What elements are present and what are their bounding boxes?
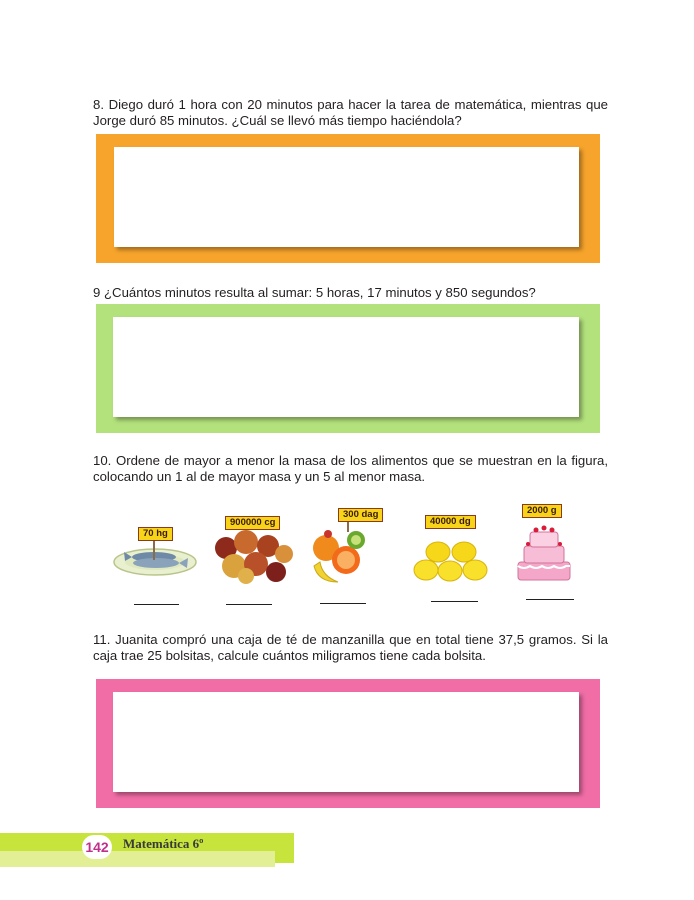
answer-blank-2[interactable] xyxy=(226,604,272,605)
food-label-4: 40000 dg xyxy=(425,515,476,529)
question-11-text: 11. Juanita compró una caja de té de manzanilla que en total tiene 37,5 gramos. Si la caja trae 25 bolsitas, calcule cuántos miligramos tiene cada bolsita. xyxy=(93,632,608,663)
answer-blank-1[interactable] xyxy=(134,604,179,605)
answer-box-q9 xyxy=(96,304,600,433)
answer-area-q11[interactable] xyxy=(113,692,579,792)
food-label-1: 70 hg xyxy=(138,527,173,541)
answer-blank-3[interactable] xyxy=(320,603,366,604)
food-label-2: 900000 cg xyxy=(225,516,280,530)
answer-blank-4[interactable] xyxy=(431,601,478,602)
sign-post xyxy=(153,538,155,560)
food-label-3: 300 dag xyxy=(338,508,383,522)
answer-box-q8 xyxy=(96,134,600,263)
fish-plate-icon xyxy=(112,538,198,578)
meat-pieces-icon xyxy=(210,528,296,584)
question-10-text: 10. Ordene de mayor a menor la masa de los alimentos que se muestran en la figura, colocando un 1 al de mayor masa y un 5 al menor masa. xyxy=(93,453,608,484)
answer-blank-5[interactable] xyxy=(526,599,574,600)
question-8-text: 8. Diego duró 1 hora con 20 minutos para hacer la tarea de matemática, mientras que Jorge duró 85 minutos. ¿Cuál se llevó más tiempo haciéndola? xyxy=(93,97,608,128)
lemons-icon xyxy=(412,538,494,584)
footer-bar-accent xyxy=(0,851,275,867)
answer-area-q9[interactable] xyxy=(113,317,579,417)
cake-icon xyxy=(514,522,574,584)
answer-area-q8[interactable] xyxy=(114,147,579,247)
fruit-mix-icon xyxy=(308,522,370,586)
page-number: 142 xyxy=(82,835,112,859)
question-9-text: 9 ¿Cuántos minutos resulta al sumar: 5 horas, 17 minutos y 850 segundos? xyxy=(93,285,536,300)
book-title: Matemática 6º xyxy=(123,836,204,851)
food-label-5: 2000 g xyxy=(522,504,562,518)
answer-box-q11 xyxy=(96,679,600,808)
